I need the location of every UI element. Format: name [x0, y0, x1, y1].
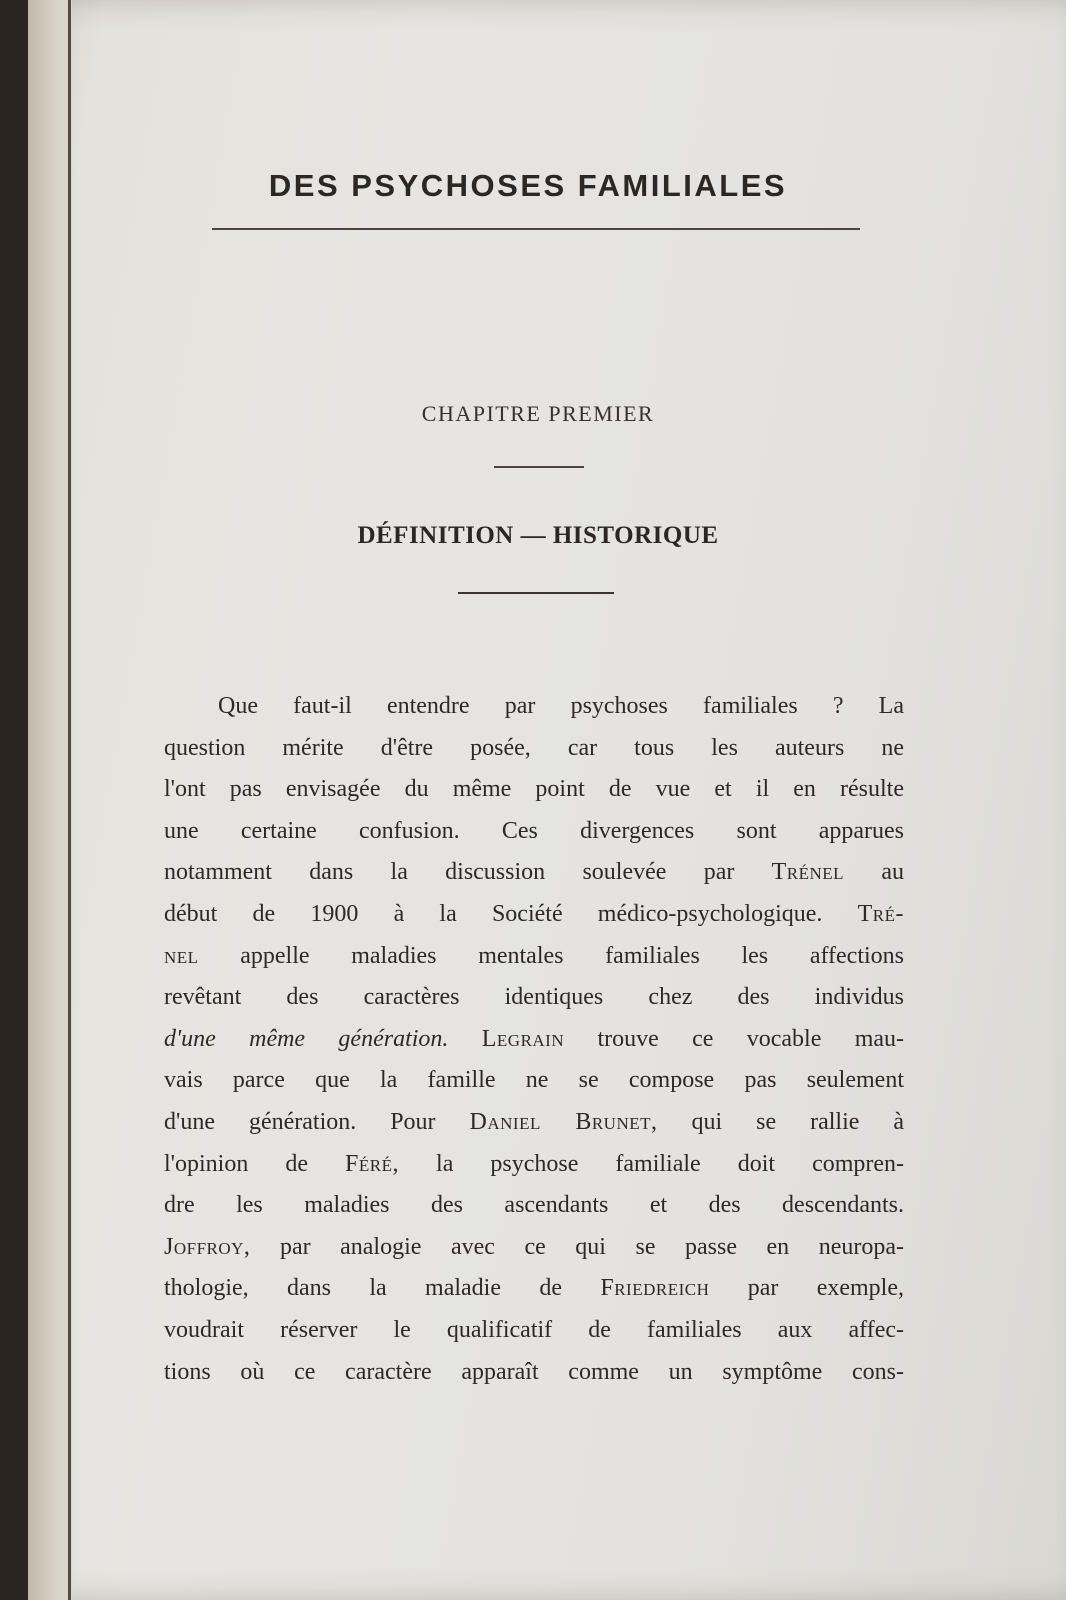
text-run: d'une génération. Pour [164, 1108, 436, 1135]
text-line [164, 1144, 904, 1186]
text-line: revêtant des caractères identiques chez des individus [164, 984, 904, 1011]
author-name: Tré- [857, 900, 904, 927]
text-line: l'ont pas envisagée du même point de vue et il en résulte [164, 776, 904, 803]
text-run: début de 1900 à la Société médico-psychologique. [164, 900, 823, 927]
running-title: DES PSYCHOSES FAMILIALES [268, 168, 788, 203]
text-line [164, 894, 904, 936]
text-line: dre les maladies des ascendants et des descendants. [164, 1192, 904, 1219]
body-paragraph [164, 686, 904, 1393]
page-gutter [28, 0, 72, 1600]
text-run: au [881, 859, 904, 886]
author-name: Féré, [345, 1150, 400, 1177]
author-name: Friedreich [600, 1275, 710, 1302]
book-page [28, 0, 1066, 1600]
chapter-rule [494, 466, 584, 468]
text-run: appelle maladies mentales familiales les affections [240, 942, 904, 969]
text-line: vais parce que la famille ne se compose pas seulement [164, 1067, 904, 1094]
text-line: une certaine confusion. Ces divergences sont apparues [164, 817, 904, 844]
section-title: DÉFINITION — HISTORIQUE [357, 522, 719, 549]
text-run: l'opinion de [164, 1150, 309, 1177]
text-line [164, 1227, 904, 1269]
text-run: par analogie avec ce qui se passe en neuropa- [279, 1233, 904, 1260]
text-line: question mérite d'être posée, car tous les auteurs ne [164, 734, 904, 761]
text-line: Que faut-il entendre par psychoses familiales ? La [218, 693, 904, 719]
text-run: notamment dans la discussion soulevée par [164, 859, 735, 886]
text-run: thologie, dans la maladie de [164, 1275, 562, 1302]
text-line [164, 1019, 904, 1061]
author-name: Trénel [771, 859, 845, 886]
text-line [164, 852, 904, 894]
text-run: trouve ce vocable mau- [597, 1025, 904, 1052]
author-name: Legrain [481, 1025, 565, 1052]
italic-run: d'une même génération. [164, 1025, 449, 1052]
title-rule [212, 228, 860, 230]
section-rule [458, 592, 614, 594]
text-run: qui se rallie à [691, 1108, 904, 1135]
text-line [164, 936, 904, 978]
text-run: la psychose familiale doit compren- [436, 1150, 904, 1177]
text-line [164, 1268, 904, 1310]
chapter-heading: CHAPITRE PREMIER [421, 401, 655, 426]
text-line: voudrait réserver le qualificatif de familiales aux affec- [164, 1316, 904, 1343]
text-line [164, 1102, 904, 1144]
text-line: tions où ce caractère apparaît comme un symptôme cons- [164, 1358, 904, 1385]
text-run: par exemple, [747, 1275, 904, 1302]
binding-edge [68, 0, 71, 1600]
author-name: Joffroy, [164, 1233, 251, 1260]
author-name: Daniel Brunet, [469, 1108, 658, 1135]
author-name: nel [164, 942, 199, 969]
